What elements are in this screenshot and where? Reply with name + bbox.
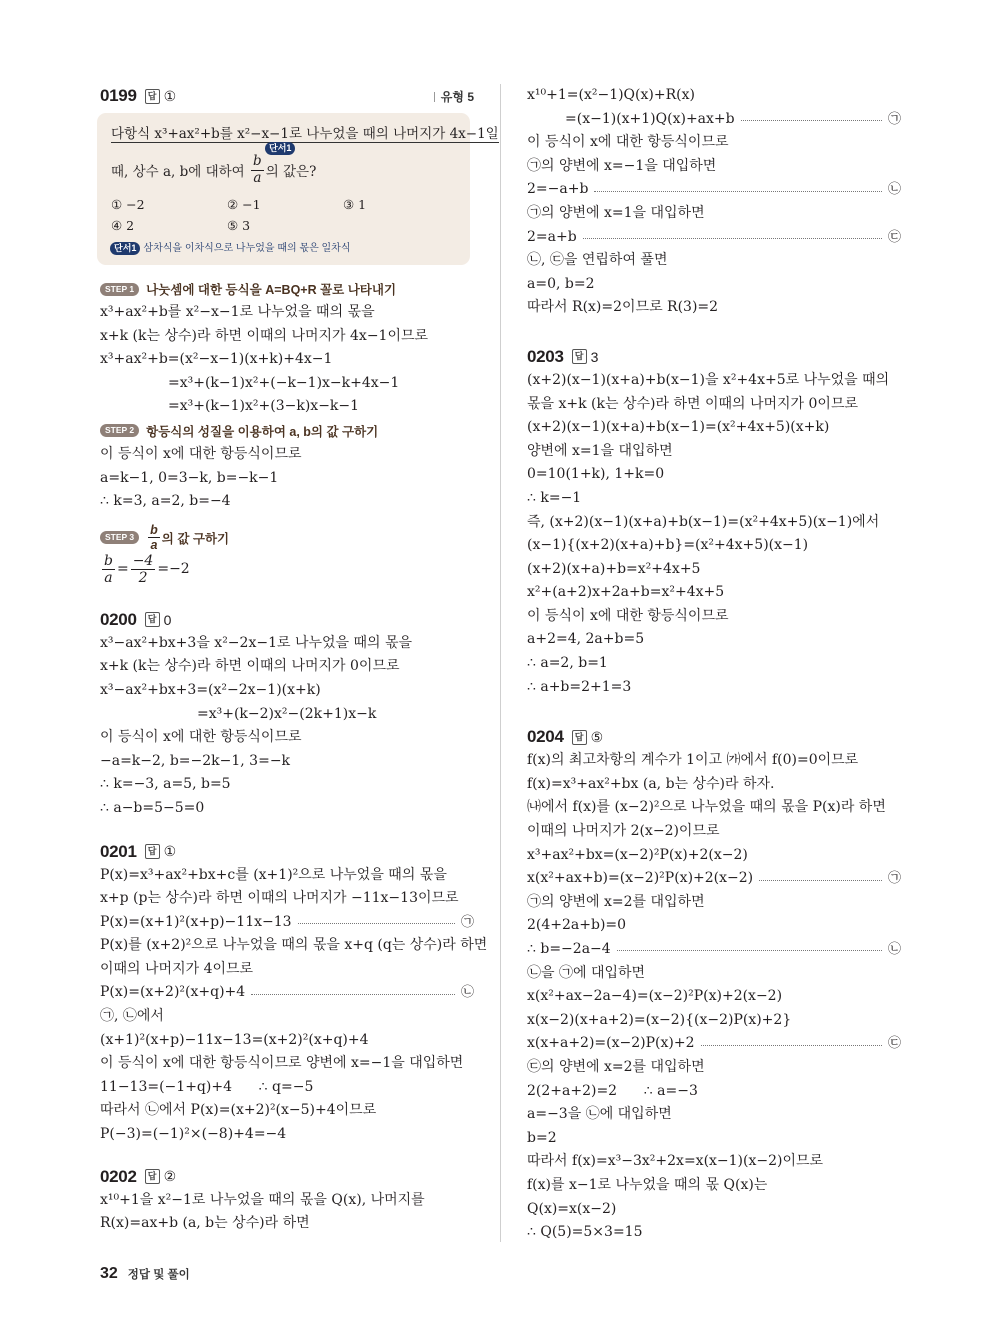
line-text: 따라서 R(x)=2이므로 R(3)=2 <box>527 299 719 316</box>
answer-choice: ② −1 <box>227 197 261 212</box>
solution-line <box>527 1221 901 1245</box>
problem-header <box>100 840 474 864</box>
problem-header <box>100 84 474 108</box>
line-text: a+2=4, 2a+b=5 <box>527 631 645 648</box>
solution-line <box>527 628 901 652</box>
solution-lines <box>527 749 901 1244</box>
line-text: a=−3을 ㉡에 대입하면 <box>527 1106 672 1123</box>
line-text: a=0, b=2 <box>527 275 595 292</box>
line-text: x¹⁰+1=(x²−1)Q(x)+R(x) <box>527 87 695 103</box>
line-text: x³+ax²+bx=(x−2)²P(x)+2(x−2) <box>527 846 748 863</box>
solution-line <box>527 1009 901 1033</box>
problem-number: 0204 <box>527 727 564 747</box>
equation-label: ㉢ <box>887 1036 901 1052</box>
answer-choice: ④ 2 <box>111 218 135 233</box>
line-text: x(x²+ax−2a−4)=(x−2)²P(x)+2(x−2) <box>527 988 783 1005</box>
line-text: 몫을 x+k (k는 상수)라 하면 이때의 나머지가 0이므로 <box>527 395 859 412</box>
line-text: (x+1)²(x+p)−11x−13=(x+2)²(x+q)+4 <box>100 1031 369 1048</box>
fraction-numerator: −4 <box>132 553 154 570</box>
problem-0199 <box>100 84 499 588</box>
solution-line <box>527 131 901 155</box>
line-text: (x+2)(x−1)(x+a)+b(x−1)=(x²+4x+5)(x+k) <box>527 419 830 436</box>
solution-line <box>527 749 901 773</box>
solution-line <box>527 867 901 891</box>
problem-0203 <box>527 345 901 699</box>
dotted-leader <box>298 923 455 924</box>
answer-icon: 답 <box>145 844 160 859</box>
answer-choice: ① −2 <box>111 197 145 212</box>
solution-line <box>527 1080 901 1104</box>
solution-line <box>100 1076 474 1100</box>
solution-line <box>527 1174 901 1198</box>
problem-header <box>527 345 901 369</box>
solution-line <box>527 581 901 605</box>
line-text: a=k−1, 0=3−k, b=−k−1 <box>100 469 279 486</box>
solution-line <box>527 463 901 487</box>
solution-line <box>527 393 901 417</box>
solution-line <box>527 84 901 108</box>
solution-line <box>100 911 474 935</box>
problem-statement-line <box>111 155 316 185</box>
solution-line <box>527 985 901 1009</box>
line-text: 이 등식이 x에 대한 항등식이므로 <box>100 445 302 462</box>
line-text: P(−3)=(−1)²×(−8)+4=−4 <box>100 1126 287 1143</box>
left-column <box>100 84 499 1236</box>
dotted-leader <box>617 950 882 951</box>
dotted-leader <box>741 120 882 121</box>
clue-hint <box>110 239 351 255</box>
solution-lines <box>527 369 901 699</box>
line-text: P(x)=(x+1)²(x+p)−11x−13 <box>100 913 292 930</box>
problem-number: 0203 <box>527 346 564 366</box>
answer-value: ① <box>163 843 177 859</box>
page-footer <box>100 1265 190 1283</box>
answer-value: ② <box>163 1168 177 1185</box>
solution-line <box>527 1056 901 1080</box>
solution-line <box>100 443 474 467</box>
fraction-denominator: a <box>104 570 113 587</box>
text-fragment: 의 값 구하기 <box>161 531 230 546</box>
solution-line <box>100 1212 474 1236</box>
line-text: Q(x)=x(x−2) <box>527 1200 617 1217</box>
line-text: f(x)를 x−1로 나누었을 때의 몫 Q(x)는 <box>527 1176 768 1193</box>
solution-line <box>527 914 901 938</box>
line-text: =(x−1)(x+1)Q(x)+ax+b <box>565 110 735 127</box>
solution-line <box>100 1029 474 1053</box>
solution-line <box>100 395 474 419</box>
line-text: ㉡, ㉢을 연립하여 풀면 <box>527 252 668 269</box>
solution-lines <box>100 632 474 821</box>
problem-0201 <box>100 840 488 1147</box>
fraction-numerator: b <box>150 522 158 537</box>
answer-choice: ⑤ 3 <box>227 218 251 233</box>
text-fragment: 의 값은? <box>265 164 317 180</box>
line-text: x³+ax²+b=(x²−x−1)(x+k)+4x−1 <box>100 351 333 368</box>
answer-icon: 답 <box>572 730 587 745</box>
solution-line <box>527 440 901 464</box>
line-text: x+k (k는 상수)라 하면 이때의 나머지가 0이므로 <box>100 658 400 675</box>
line-text: P(x)=(x+2)²(x+q)+4 <box>100 984 246 1001</box>
fraction-numerator: b <box>104 553 113 570</box>
solution-line <box>100 1189 474 1213</box>
problem-box <box>97 113 499 265</box>
answer-icon: 답 <box>572 349 587 364</box>
line-text: 이때의 나머지가 2(x−2)이므로 <box>527 823 720 840</box>
solution-line <box>100 981 474 1005</box>
line-text: x(x²+ax+b)=(x−2)²P(x)+2(x−2) <box>527 870 754 887</box>
fraction-denominator: 2 <box>138 570 148 587</box>
fraction-numerator: b <box>253 153 262 169</box>
fraction <box>131 554 156 585</box>
dotted-leader <box>583 238 882 239</box>
solution-line <box>527 369 901 393</box>
solution-line <box>527 605 901 629</box>
solution-line <box>527 226 901 250</box>
line-text: ∴ b=−2a−4 <box>527 941 611 957</box>
problem-statement-line: 다항식 x³+ax²+b를 x²−x−1로 나누었을 때의 나머지가 4x−1일 <box>111 122 499 143</box>
equation-label: ㉠ <box>887 871 901 887</box>
line-text: x(x−2)(x+a+2)=(x−2){(x−2)P(x)+2} <box>527 1011 792 1028</box>
solution-line <box>527 1127 901 1151</box>
line-text: 0=10(1+k), 1+k=0 <box>527 466 665 483</box>
line-text: 항등식의 성질을 이용하여 a, b의 값 구하기 <box>146 424 379 439</box>
solution-line <box>527 296 901 320</box>
line-text: ㉢의 양변에 x=2를 대입하면 <box>527 1058 705 1075</box>
line-text: ∴ a+b=2+1=3 <box>527 678 632 695</box>
solution-line <box>527 891 901 915</box>
problem-number: 0200 <box>100 609 137 629</box>
line-text: x(x+a+2)=(x−2)P(x)+2 <box>527 1035 695 1052</box>
line-text: =x³+(k−1)x²+(3−k)x−k−1 <box>168 398 360 415</box>
line-text: −a=k−2, b=−2k−1, 3=−k <box>100 752 291 769</box>
solution-line <box>527 652 901 676</box>
line-text: b=2 <box>527 1129 557 1146</box>
solution-line <box>100 490 474 514</box>
solution-line <box>100 797 474 821</box>
solution-line <box>100 1099 474 1123</box>
line-text: (x+2)(x+a)+b=x²+4x+5 <box>527 560 701 577</box>
solution-line <box>527 773 901 797</box>
solution-line <box>527 202 901 226</box>
line-text: 이 등식이 x에 대한 항등식이므로 양변에 x=−1을 대입하면 <box>100 1055 464 1072</box>
solution-line <box>527 1150 901 1174</box>
clue-badge: 단서1 <box>110 242 140 255</box>
solution-line <box>527 155 901 179</box>
solution-line <box>527 558 901 582</box>
tag-separator <box>434 92 435 102</box>
step-badge: STEP 3 <box>100 531 139 544</box>
answer-value: ⑤ <box>590 728 604 745</box>
solution-line <box>527 108 901 132</box>
solution-line <box>527 511 901 535</box>
clue-hint-text: 삼차식을 이차식으로 나누었을 때의 몫은 일차식 <box>143 243 351 254</box>
solution-line <box>527 1103 901 1127</box>
equation-label: ㉠ <box>460 914 474 930</box>
line-text: P(x)를 (x+2)²으로 나누었을 때의 몫을 x+q (q는 상수)라 하면 <box>100 937 488 954</box>
solution-line <box>100 1005 474 1029</box>
solution-line <box>527 249 901 273</box>
solution-line <box>527 844 901 868</box>
line-text: ㈏에서 f(x)를 (x−2)²으로 나누었을 때의 몫을 P(x)라 하면 <box>527 799 886 816</box>
solution-line <box>527 1032 901 1056</box>
line-text: ㉠의 양변에 x=2를 대입하면 <box>527 893 705 910</box>
dotted-leader <box>251 994 455 995</box>
line-text: x³−ax²+bx+3=(x²−2x−1)(x+k) <box>100 681 321 698</box>
fraction <box>251 155 264 185</box>
solution-line <box>100 773 474 797</box>
line-text: =x³+(k−2)x²−(2k+1)x−k <box>197 705 377 722</box>
solution-line <box>527 796 901 820</box>
line-text: 양변에 x=1을 대입하면 <box>527 442 673 459</box>
solution-lines <box>100 1189 474 1236</box>
solution-lines <box>100 864 488 1147</box>
solution-line <box>527 487 901 511</box>
line-text: 2(4+2a+b)=0 <box>527 917 627 934</box>
line-text: ∴ k=−1 <box>527 489 582 506</box>
solution-continued <box>527 84 901 320</box>
line-text: ∴ k=3, a=2, b=−4 <box>100 493 231 510</box>
line-text: 즉, (x+2)(x−1)(x+a)+b(x−1)=(x²+4x+5)(x−1)에서 <box>527 513 880 530</box>
equation-label: ㉠ <box>887 111 901 127</box>
line-text: 11−13=(−1+q)+4 ∴ q=−5 <box>100 1078 314 1095</box>
answer-value: 0 <box>163 611 172 628</box>
column-divider <box>500 84 501 1242</box>
answer-value: ① <box>163 87 177 104</box>
line-text: x+k (k는 상수)라 하면 이때의 나머지가 4x−1이므로 <box>100 327 429 344</box>
line-text: ㉠, ㉡에서 <box>100 1008 164 1025</box>
solution-line <box>100 864 474 888</box>
fraction-denominator: a <box>150 538 158 553</box>
text-fragment: =−2 <box>157 560 190 577</box>
answer-icon: 답 <box>145 89 160 104</box>
solution-line <box>527 273 901 297</box>
type-tag <box>434 88 474 105</box>
problem-header <box>100 1165 474 1189</box>
right-column <box>527 84 901 1245</box>
step-heading <box>100 419 474 443</box>
line-text: (x−1){(x+2)(x+a)+b}=(x²+4x+5)(x−1) <box>527 537 809 554</box>
fraction <box>102 554 115 585</box>
solution-line <box>100 325 474 349</box>
fraction <box>148 524 160 552</box>
dotted-leader <box>701 1045 882 1046</box>
line-text: P(x)=x³+ax²+bx+c를 (x+1)²으로 나누었을 때의 몫을 <box>100 866 447 883</box>
equation-label: ㉡ <box>460 985 474 1001</box>
type-tag-label: 유형 5 <box>440 89 474 104</box>
line-text: R(x)=ax+b (a, b는 상수)라 하면 <box>100 1215 310 1232</box>
fraction-denominator: a <box>253 169 262 186</box>
answer-choice: ③ 1 <box>343 197 367 212</box>
problem-0202 <box>100 1165 474 1236</box>
answer-icon: 답 <box>145 1169 160 1184</box>
line-text: ㉠의 양변에 x=1을 대입하면 <box>527 204 705 221</box>
line-text: x²+(a+2)x+2a+b=x²+4x+5 <box>527 584 725 601</box>
step-badge: STEP 2 <box>100 424 139 437</box>
solution-line <box>100 703 474 727</box>
problem-0200 <box>100 608 474 821</box>
problem-number: 0202 <box>100 1166 137 1186</box>
line-text: 이 등식이 x에 대한 항등식이므로 <box>100 729 302 746</box>
solution-lines <box>100 277 474 588</box>
line-text: 2(2+a+2)=2 ∴ a=−3 <box>527 1082 698 1099</box>
clue-badge: 단서1 <box>265 142 295 155</box>
problem-0204 <box>527 725 901 1244</box>
solution-line <box>527 820 901 844</box>
solution-line <box>100 467 474 491</box>
solution-line <box>527 962 901 986</box>
solution-line <box>100 887 474 911</box>
answer-icon: 답 <box>145 612 160 627</box>
equation-label: ㉢ <box>887 229 901 245</box>
line-text: =x³+(k−1)x²+(−k−1)x−k+4x−1 <box>168 374 400 391</box>
solution-line <box>527 534 901 558</box>
problem-header <box>527 725 901 749</box>
dotted-leader <box>594 191 882 192</box>
solution-line <box>100 958 474 982</box>
line-text: f(x)의 최고차항의 계수가 1이고 ㈎에서 f(0)=0이므로 <box>527 752 859 769</box>
solution-line <box>100 655 474 679</box>
line-text: ∴ a=2, b=1 <box>527 655 608 672</box>
problem-header <box>100 608 474 632</box>
text-fragment: = <box>116 560 129 577</box>
solution-line <box>100 750 474 774</box>
line-text: 따라서 ㉡에서 P(x)=(x+2)²(x−5)+4이므로 <box>100 1102 377 1119</box>
solution-line <box>100 301 474 325</box>
line-text: (x+2)(x−1)(x+a)+b(x−1)을 x²+4x+5로 나누었을 때의 <box>527 371 890 388</box>
solution-line <box>100 372 474 396</box>
equation-label: ㉡ <box>887 182 901 198</box>
dotted-leader <box>759 880 882 881</box>
problem-number: 0201 <box>100 841 137 861</box>
equation-label: ㉡ <box>887 942 901 957</box>
line-text: ∴ a−b=5−5=0 <box>100 799 205 816</box>
solution-line <box>100 1123 474 1147</box>
line-text: 2=a+b <box>527 228 577 245</box>
solution-line <box>100 1052 474 1076</box>
text-fragment: 때, 상수 a, b에 대하여 <box>111 164 250 180</box>
solution-line <box>100 552 474 588</box>
solution-line <box>527 938 901 962</box>
line-text: 이 등식이 x에 대한 항등식이므로 <box>527 607 729 624</box>
step-badge: STEP 1 <box>100 283 139 296</box>
line-text: f(x)=x³+ax²+bx (a, b는 상수)라 하자. <box>527 775 775 792</box>
footer-title: 정답 및 풀이 <box>127 1269 190 1281</box>
line-text: ㉠의 양변에 x=−1을 대입하면 <box>527 157 717 174</box>
page-number: 32 <box>100 1265 118 1282</box>
step-heading <box>100 277 474 301</box>
line-text: 2=−a+b <box>527 181 589 198</box>
line-text: x+p (p는 상수)라 하면 이때의 나머지가 −11x−13이므로 <box>100 890 459 907</box>
line-text: x³−ax²+bx+3을 x²−2x−1로 나누었을 때의 몫을 <box>100 634 413 651</box>
step-heading <box>100 524 474 552</box>
line-text: ∴ k=−3, a=5, b=5 <box>100 776 231 793</box>
line-text: 이때의 나머지가 4이므로 <box>100 960 254 977</box>
solution-line <box>100 679 474 703</box>
solution-line <box>100 632 474 656</box>
line-text: 따라서 f(x)=x³−3x²+2x=x(x−1)(x−2)이므로 <box>527 1153 824 1170</box>
line-text: 나눗셈에 대한 등식을 A=BQ+R 꼴로 나타내기 <box>146 283 397 297</box>
solution-line <box>100 348 474 372</box>
solution-line <box>527 1198 901 1222</box>
solution-line <box>527 178 901 202</box>
solution-line <box>527 416 901 440</box>
solution-line <box>100 934 488 958</box>
line-text: x¹⁰+1을 x²−1로 나누었을 때의 몫을 Q(x), 나머지를 <box>100 1191 425 1208</box>
line-text: x³+ax²+b를 x²−x−1로 나누었을 때의 몫을 <box>100 304 375 320</box>
solution-line <box>527 676 901 700</box>
line-text: ㉡을 ㉠에 대입하면 <box>527 964 646 981</box>
answer-value: 3 <box>590 348 599 365</box>
solution-line <box>100 726 474 750</box>
problem-number: 0199 <box>100 86 137 105</box>
line-text: ∴ Q(5)=5×3=15 <box>527 1224 643 1241</box>
line-text: 이 등식이 x에 대한 항등식이므로 <box>527 134 729 151</box>
